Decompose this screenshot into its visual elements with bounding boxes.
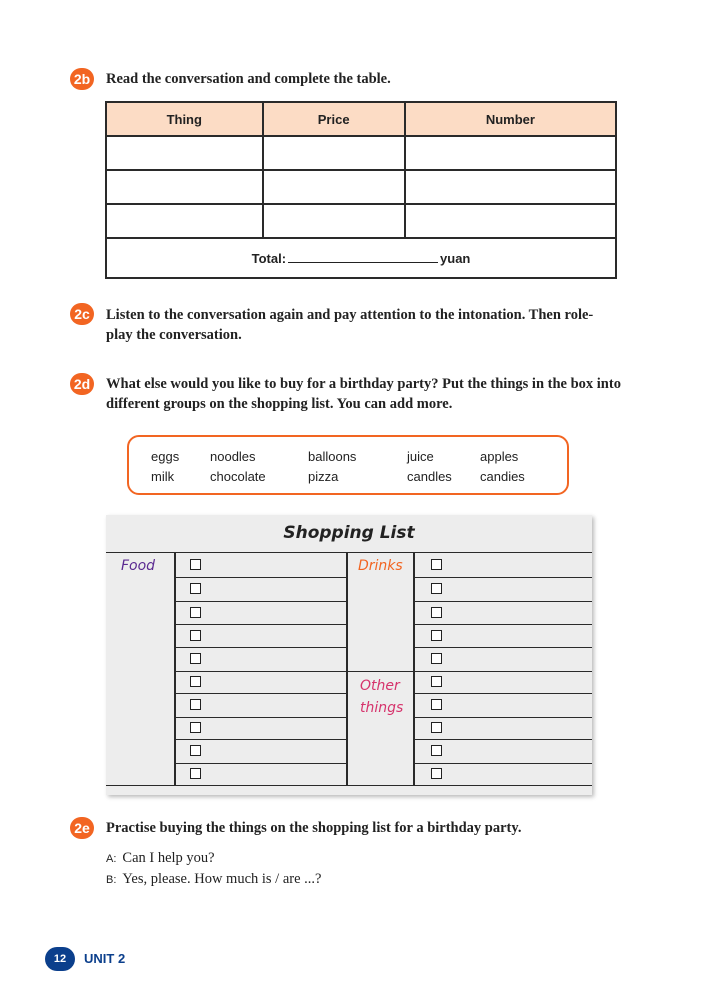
checkbox[interactable] [190,676,201,687]
total-row [106,238,616,278]
checkbox[interactable] [190,583,201,594]
row-divider [174,601,346,602]
speaker: B: [106,874,117,886]
dialogue-line [106,871,321,888]
row-divider [413,577,592,578]
table-cell[interactable] [263,170,405,204]
row-divider [174,647,346,648]
shopping-list [106,515,592,795]
row-divider [174,717,346,718]
shopping-list-title: Shopping List [283,523,415,543]
table-cell[interactable] [405,136,616,170]
price-table [105,101,617,279]
row-divider [174,671,346,672]
checkbox[interactable] [431,607,442,618]
divider [413,552,415,785]
word: eggs [151,449,180,464]
word: milk [151,469,175,484]
checkbox[interactable] [431,699,442,710]
header-thing: Thing [106,102,263,136]
dialogue-line [106,850,215,867]
table-cell[interactable] [405,204,616,238]
word: balloons [308,449,357,464]
row-divider [174,624,346,625]
checkbox[interactable] [190,722,201,733]
table-cell[interactable] [106,136,263,170]
row-divider [413,763,592,764]
word: noodles [210,449,256,464]
checkbox[interactable] [190,630,201,641]
header-number: Number [405,102,616,136]
row-divider [413,601,592,602]
instruction-2d: What else would you like to buy for a birthday party? Put the things in the box into different groups on the shopping list. You can add more. [106,376,621,412]
divider [346,552,348,785]
table-cell[interactable] [106,204,263,238]
checkbox[interactable] [431,768,442,779]
word: candies [480,469,525,484]
table-cell[interactable] [106,170,263,204]
other-things-label: Other things [360,678,404,716]
total-label: Total: [251,251,287,266]
row-divider [174,763,346,764]
checkbox[interactable] [431,745,442,756]
word: pizza [308,469,339,484]
row-divider [413,739,592,740]
checkbox[interactable] [190,745,201,756]
divider [346,671,414,672]
checkbox[interactable] [431,722,442,733]
speaker: A: [106,853,117,865]
row-divider [174,739,346,740]
checkbox[interactable] [431,630,442,641]
page-number: 12 [45,947,75,971]
word-box [127,435,569,495]
row-divider [413,693,592,694]
table-cell[interactable] [263,204,405,238]
word: juice [407,449,434,464]
checkbox[interactable] [190,768,201,779]
table-cell[interactable] [263,136,405,170]
table-cell[interactable] [405,170,616,204]
checkbox[interactable] [431,559,442,570]
exercise-badge-2c: 2c [70,303,94,325]
exercise-badge-2d: 2d [70,373,94,395]
drinks-label: Drinks [358,558,403,574]
checkbox[interactable] [190,653,201,664]
header-price: Price [263,102,405,136]
row-divider [413,671,592,672]
word: chocolate [210,469,266,484]
checkbox[interactable] [431,653,442,664]
divider [174,552,176,785]
unit-label: UNIT 2 [84,951,126,966]
checkbox[interactable] [190,607,201,618]
exercise-badge-2b: 2b [70,68,94,90]
divider [106,552,592,553]
row-divider [174,693,346,694]
total-blank[interactable] [288,250,438,263]
checkbox[interactable] [190,559,201,570]
checkbox[interactable] [431,583,442,594]
exercise-badge-2e: 2e [70,817,94,839]
food-label: Food [121,558,156,574]
line-text: Can I help you? [122,850,215,866]
instruction-2c: Listen to the conversation again and pay attention to the intonation. Then role-play the conversation. [106,307,594,343]
row-divider [413,624,592,625]
row-divider [413,647,592,648]
word: candles [407,469,452,484]
row-divider [413,717,592,718]
checkbox[interactable] [431,676,442,687]
total-unit: yuan [440,251,471,266]
line-text: Yes, please. How much is / are ...? [122,871,322,887]
checkbox[interactable] [190,699,201,710]
divider [106,785,592,786]
instruction-2e: Practise buying the things on the shopping list for a birthday party. [106,820,522,836]
word: apples [480,449,519,464]
row-divider [174,577,346,578]
instruction-2b: Read the conversation and complete the table. [106,71,391,87]
